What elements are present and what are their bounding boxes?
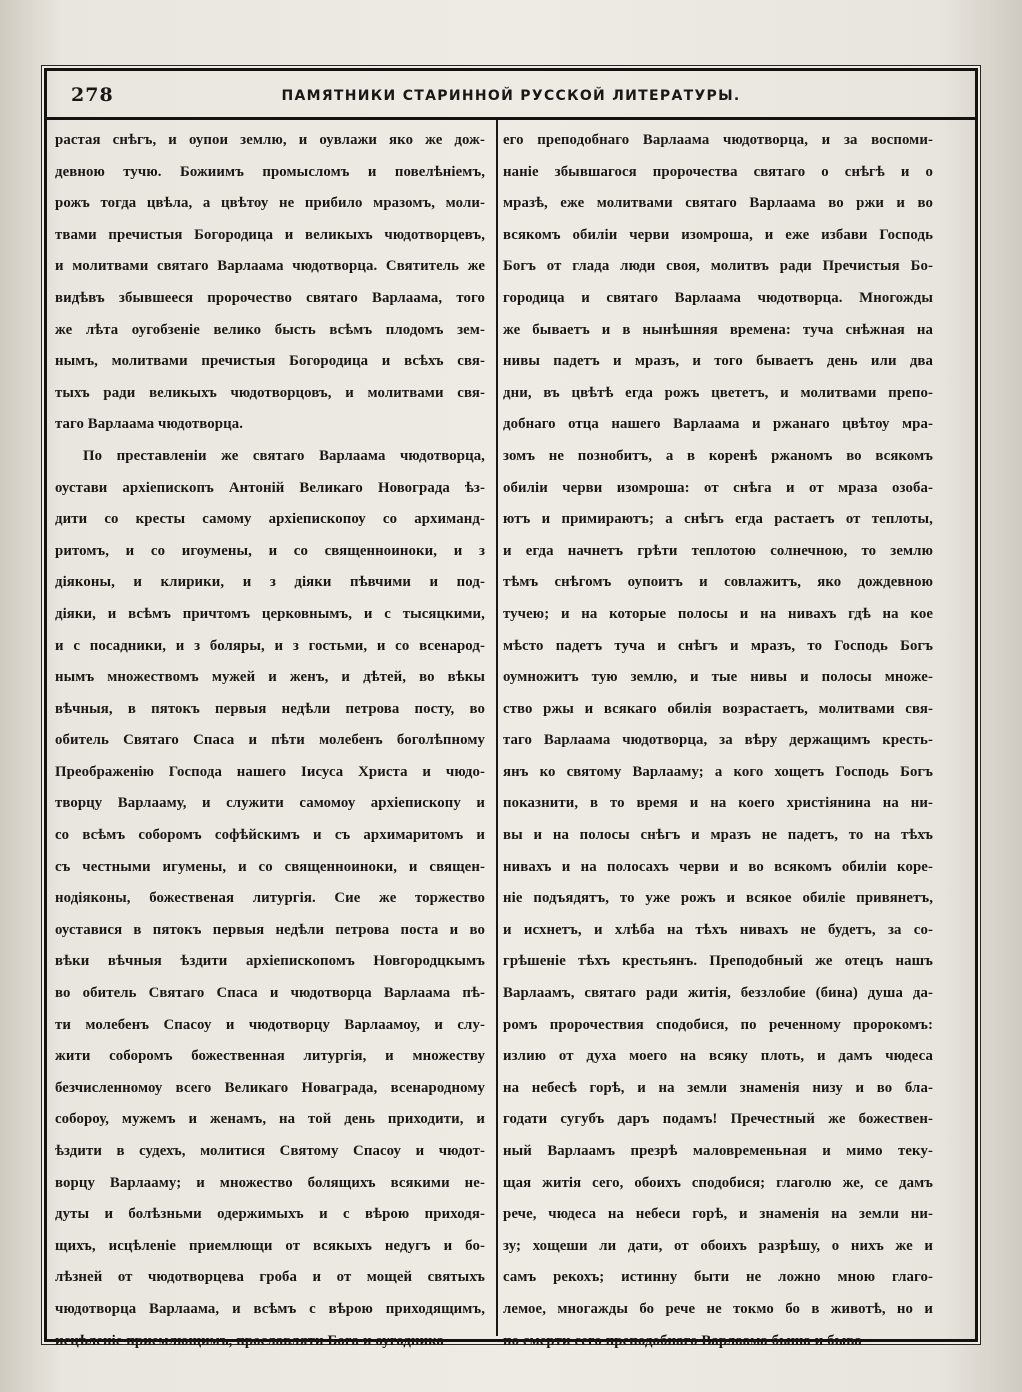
text-line: нивы падетъ и мразъ, и того бываетъ день или два bbox=[503, 353, 933, 370]
text-line: девною тучю. Божиимъ промысломъ и повелѣніемъ, bbox=[55, 163, 485, 180]
text-line: городица и святаго Варлаама чюдотворца. Многожды bbox=[503, 289, 933, 306]
text-line: и егда начнетъ грѣти теплотою солнечною, то землю bbox=[503, 542, 933, 559]
text-line: діяки, и всѣмъ причтомъ церковнымъ, и с тысяцкими, bbox=[55, 605, 485, 622]
text-line: и исхнетъ, и хлѣба на тѣхъ нивахъ не будетъ, за со- bbox=[503, 921, 933, 938]
text-line: щая житія сего, обоихъ сподобися; глаголю же, се дамъ bbox=[503, 1174, 933, 1191]
text-line: ворцу Варлааму; и множество болящихъ всякими не- bbox=[55, 1174, 485, 1191]
text-line: съ честными игумены, и со священноиноки, и священ- bbox=[55, 858, 485, 875]
text-line: ный Варлаамъ презрѣ маловременьная и мимо теку- bbox=[503, 1143, 933, 1159]
text-line: нымъ множествомъ мужей и женъ, и дѣтей, во вѣкы bbox=[55, 669, 485, 686]
text-line: наніе збывшагося пророчества святаго о снѣгѣ и о bbox=[503, 163, 933, 180]
text-line: дуты и болѣзньми одержимыхъ и с вѣрою приходя- bbox=[55, 1206, 485, 1223]
text-line: таго Варлаама чюдотворца. bbox=[55, 416, 244, 433]
text-line: обиліи черви изомроша: от снѣга и от мраза озоба- bbox=[503, 479, 933, 496]
text-line: тучею; и на которые полосы и на нивахъ гдѣ на кое bbox=[503, 605, 933, 622]
text-line: Богъ от глада люди своя, молитвъ ради Пречистыя Бо- bbox=[503, 258, 933, 275]
text-line: самъ рекохъ; истинну быти не ложно мною глаго- bbox=[503, 1269, 933, 1286]
text-line: дни, въ цвѣтѣ егда рожъ цвететъ, и молитвами препо- bbox=[503, 384, 933, 401]
text-line: ритомъ, и со игоумены, и со священноиноки, и з bbox=[55, 542, 485, 559]
text-line: же бываетъ и в нынѣшняя времена: туча снѣжная на bbox=[503, 321, 933, 338]
running-title: ПАМЯТНИКИ СТАРИННОЙ РУССКОЙ ЛИТЕРАТУРЫ. bbox=[281, 88, 741, 104]
text-line: дити со кресты самому архіепископоу со архиманд- bbox=[55, 511, 485, 528]
text-line: рече, чюдеса на небеси горѣ, и знаменія на земли ни- bbox=[503, 1206, 933, 1223]
text-line: нивахъ и на полосахъ черви и во всякомъ обиліи коре- bbox=[503, 858, 933, 875]
text-line: со всѣмъ соборомъ софѣйскимъ и съ архимаритомъ и bbox=[55, 827, 485, 844]
text-line: жити соборомъ божественная литургія, и множеству bbox=[55, 1048, 485, 1065]
text-line: его преподобнаго Варлаама чюдотворца, и за воспоми- bbox=[503, 132, 933, 148]
text-line: излию от духа моего на всяку плоть, и дамъ чюдеса bbox=[503, 1048, 933, 1065]
text-line: янъ ко святому Варлааму; а кого хощетъ Господь Богъ bbox=[503, 763, 933, 780]
text-line: грѣшеніе тѣхъ крестьянъ. Преподобный же отецъ нашъ bbox=[503, 953, 933, 970]
text-line: діяконы, и клирики, и з діяки пѣвчими и под- bbox=[55, 574, 485, 591]
text-line: собороу, мужемъ и женамъ, на той день приходити, и bbox=[55, 1111, 485, 1128]
text-line: показнити, в то время и на коего христіянина на ни- bbox=[503, 795, 933, 812]
text-line: во обитель Святаго Спаса и чюдотворца Варлаама пѣ- bbox=[55, 985, 485, 1002]
text-line: исцѣленіе приемлющимъ, прославляти Бога и оугодника bbox=[55, 1332, 445, 1349]
text-line: нодіяконы, божественая литургія. Сие же торжество bbox=[55, 890, 485, 907]
text-line: вѣчныя, в пятокъ первыя недѣли петрова посту, во bbox=[55, 700, 485, 717]
text-line: на небесѣ горѣ, и на земли знаменія низу и во бла- bbox=[503, 1079, 933, 1096]
text-line: таго Варлаама чюдотворца, за вѣру держащимъ кресть- bbox=[503, 732, 933, 749]
text-line: лемое, многажды бо рече не токмо бо в животѣ, но и bbox=[503, 1300, 933, 1317]
text-line: По преставленіи же святаго Варлаама чюдотворца, bbox=[83, 447, 485, 464]
text-line: зомъ не познобитъ, а в коренѣ ржаномъ во всякомъ bbox=[503, 447, 933, 464]
text-line: обитель Святаго Спаса и пѣти молебенъ боголѣпному bbox=[55, 732, 485, 749]
text-line: Преображенію Господа нашего Іисуса Христа и чюдо- bbox=[55, 763, 485, 780]
text-line: творцу Варлааму, и служити самомоу архіепископу и bbox=[55, 795, 485, 812]
text-line: ніе подъядятъ, то уже рожъ и всякое обиліе привянетъ, bbox=[503, 890, 933, 907]
text-line: твами пречистыя Богородица и великыхъ чюдотворцевъ, bbox=[55, 226, 485, 243]
text-line: безчисленномоу всего Великаго Новаграда, всенародному bbox=[55, 1079, 485, 1096]
text-line: оустави архіепископъ Антоній Великаго Новограда ѣз- bbox=[55, 479, 485, 496]
text-line: же лѣта оугобзеніе велико бысть всѣмъ плодомъ зем- bbox=[55, 321, 485, 338]
text-line: ство ржы и всякаго обилія возрастаетъ, молитвами свя- bbox=[503, 700, 933, 717]
text-line: чюдотворца Варлаама, и всѣмъ с вѣрою приходящимъ, bbox=[55, 1300, 485, 1317]
text-line: вы и на полосы снѣгъ и мразъ не падетъ, то на тѣхъ bbox=[503, 827, 933, 844]
text-line: ютъ и примираютъ; а снѣгъ егда растаетъ от теплоты, bbox=[503, 511, 933, 528]
running-header bbox=[47, 71, 975, 120]
text-line: нымъ, молитвами пречистыя Богородица и всѣхъ свя- bbox=[55, 353, 485, 370]
text-line: ромъ пророчествия сподобися, по реченному пророкомъ: bbox=[503, 1016, 933, 1033]
text-line: по смерти сего преподобнаго Варлаама быша и быва- bbox=[503, 1332, 867, 1349]
text-line: щихъ, исцѣленіе приемлющи от всякыхъ недугъ и бо- bbox=[55, 1237, 485, 1254]
text-line: ѣздити в судехъ, молитися Святому Спасоу и чюдот- bbox=[55, 1143, 485, 1159]
text-line: вѣки вѣчныя ѣздити архіепископомъ Новгородцкымъ bbox=[55, 953, 485, 970]
text-line: оумножитъ тую землю, и тые нивы и полосы множе- bbox=[503, 669, 933, 686]
text-line: растая снѣгъ, и оупои землю, и оувлажи яко же дож- bbox=[55, 132, 485, 148]
text-line: добнаго отца нашего Варлаама и ржанаго цвѣтоу мра- bbox=[503, 416, 933, 433]
text-line: тыхъ ради великыхъ чюдотворцовъ, и молитвами свя- bbox=[55, 384, 485, 401]
page-frame bbox=[44, 68, 978, 1349]
text-line: мѣсто падетъ туча и снѣгъ и мразъ, то Господь Богъ bbox=[503, 637, 933, 654]
text-line: тѣмъ снѣгомъ оупоитъ и совлажитъ, яко дождевною bbox=[503, 574, 933, 591]
page-number: 278 bbox=[71, 84, 114, 106]
text-line: Варлаамъ, святаго ради житія, беззлобие (бина) душа да- bbox=[503, 985, 933, 1002]
text-line: зу; хощеши ли дати, от обоихъ разрѣшу, о нихъ же и bbox=[503, 1237, 933, 1254]
text-line: и молитвами святаго Варлаама чюдотворца. Святитель же bbox=[55, 258, 485, 275]
text-line: оуставися в пятокъ первыя недѣли петрова поста и во bbox=[55, 921, 485, 938]
right-column bbox=[503, 125, 933, 1357]
text-line: видѣвъ збывшееся пророчество святаго Варлаама, того bbox=[55, 289, 485, 306]
column-divider bbox=[496, 120, 498, 1336]
text-line: лѣзней от чюдотворцева гроба и от мощей святыхъ bbox=[55, 1269, 485, 1286]
text-line: мразѣ, еже молитвами святаго Варлаама во ржи и во bbox=[503, 195, 933, 212]
text-line: ти молебенъ Спасоу и чюдотворцу Варлаамоу, и слу- bbox=[55, 1016, 485, 1033]
left-column bbox=[55, 125, 485, 1357]
text-line: годати сугубъ даръ подамъ! Пречестный же божествен- bbox=[503, 1111, 933, 1128]
text-line: всякомъ обиліи черви изомроша, и еже избави Господь bbox=[503, 226, 933, 243]
text-line: и с посадники, и з боляры, и з гостьми, и со всенарод- bbox=[55, 637, 485, 654]
text-line: рожъ тогда цвѣла, а цвѣтоу не прибило мразомъ, моли- bbox=[55, 195, 485, 212]
